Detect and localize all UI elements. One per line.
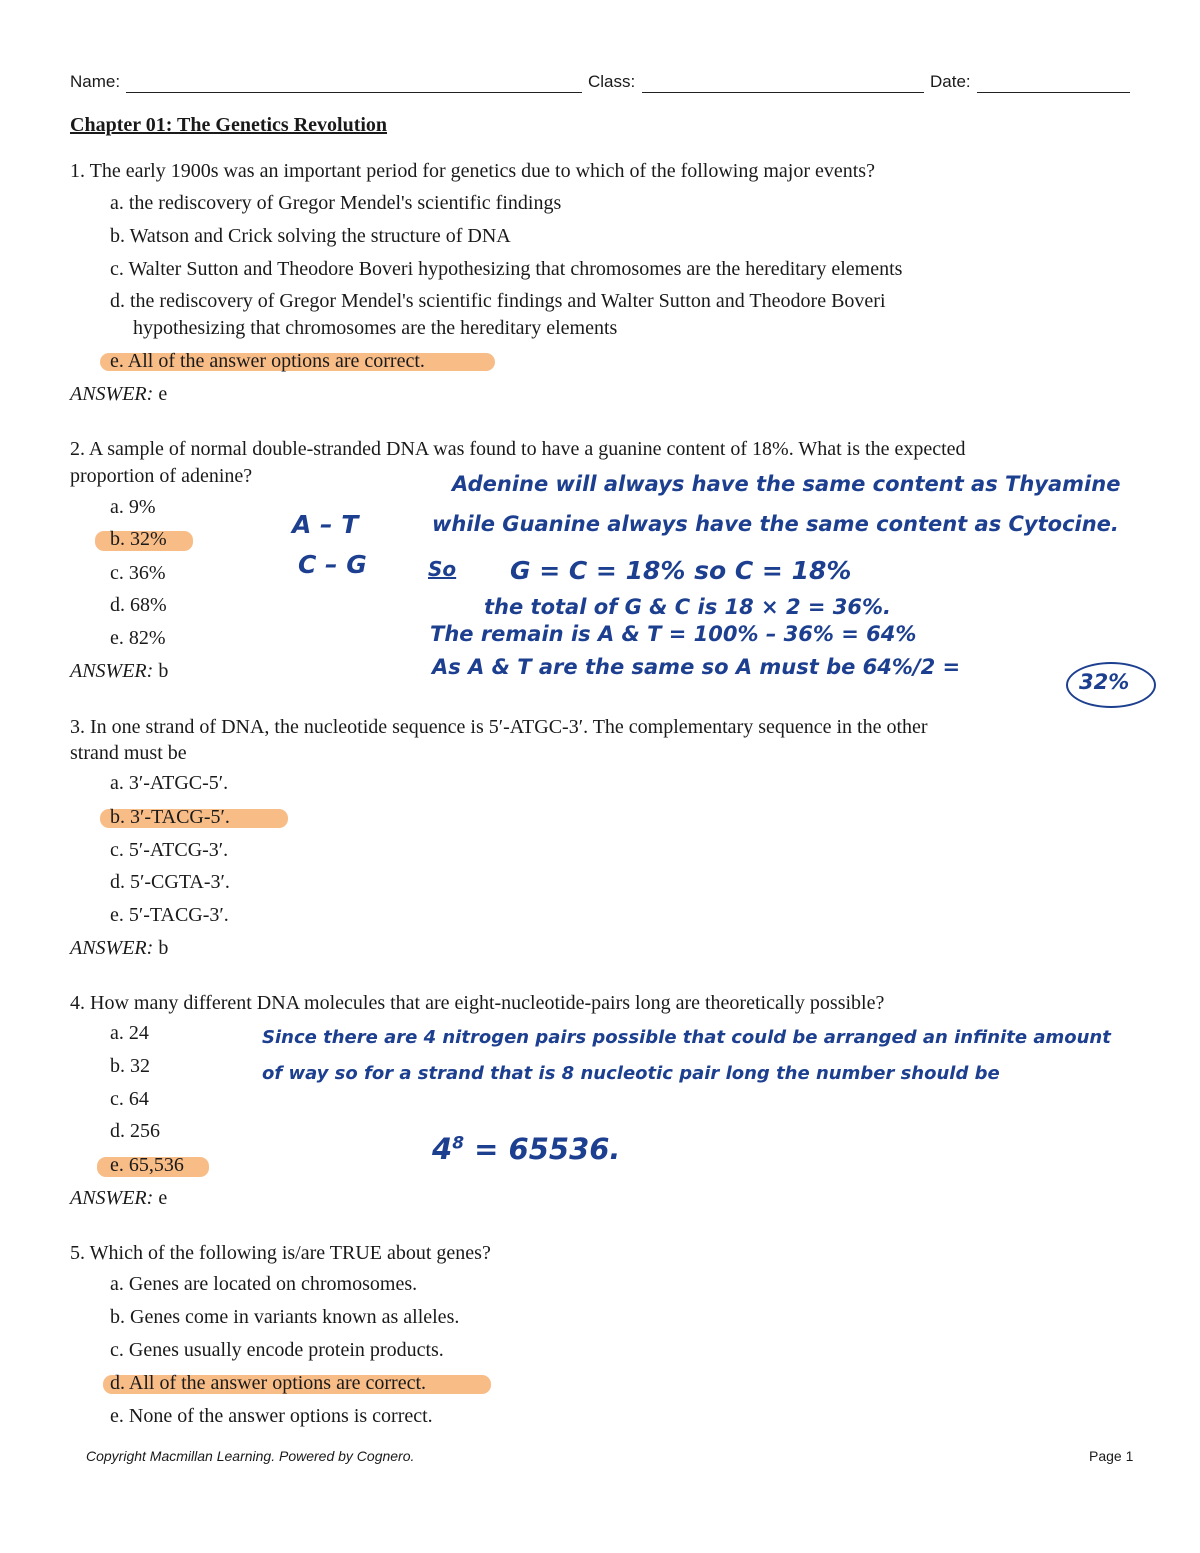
handwritten-note-line-2: while Guanine always have the same content as Cytocine. [432,512,1119,536]
handwritten-note-line-5: The remain is A & T = 100% – 36% = 64% [430,622,917,646]
handwritten-note-line-4: the total of G & C is 18 × 2 = 36%. [484,595,892,619]
question-3-option-c: c. 5′-ATCG-3′. [110,839,229,861]
answer-label: ANSWER: [70,383,154,405]
handwritten-so: So [428,557,457,581]
question-5-option-c: c. Genes usually encode protein products. [110,1339,444,1361]
question-5-option-d: d. All of the answer options are correct. [110,1372,427,1394]
question-2-option-e: e. 82% [110,627,166,649]
handwritten-q4-formula-result: = 65536. [474,1132,621,1166]
class-label: Class: [588,72,636,91]
handwritten-q4-formula-exponent: 8 [452,1133,465,1154]
question-2-option-d: d. 68% [110,594,167,616]
question-3-option-a: a. 3′-ATGC-5′. [110,772,229,794]
question-1-option-c: c. Walter Sutton and Theodore Boveri hypothesizing that chromosomes are the hereditary elements [110,258,903,280]
page-number: Page 1 [1089,1448,1134,1464]
question-1-option-b: b. Watson and Crick solving the structure of DNA [110,225,511,247]
question-1-option-a: a. the rediscovery of Gregor Mendel's scientific findings [110,192,562,214]
question-2-stem-line-1: 2. A sample of normal double-stranded DNA was found to have a guanine content of 18%. What is the expected [70,438,966,460]
name-label: Name: [70,72,121,91]
handwritten-q4-line-1: Since there are 4 nitrogen pairs possible that could be arranged an infinite amount [262,1027,1111,1048]
handwritten-note-line-1: Adenine will always have the same content as Thyamine [452,472,1121,496]
handwritten-note-line-6: As A & T are the same so A must be 64%/2 = [432,655,961,679]
question-1-option-d-continued: hypothesizing that chromosomes are the hereditary elements [133,317,618,339]
date-blank-line [977,92,1130,93]
question-5-option-a: a. Genes are located on chromosomes. [110,1273,418,1295]
question-4-option-c: c. 64 [110,1088,149,1110]
question-3-answer-value: b [158,937,169,959]
question-1-answer-value: e [158,383,168,405]
handwritten-q4-line-2: of way so for a strand that is 8 nucleotic pair long the number should be [262,1063,1000,1084]
question-5-option-b: b. Genes come in variants known as alleles. [110,1306,460,1328]
question-4-option-e: e. 65,536 [110,1154,184,1176]
question-3-option-e: e. 5′-TACG-3′. [110,904,229,926]
question-2-answer-value: b [158,660,169,682]
question-3-stem-line-2: strand must be [70,742,187,764]
question-3-answer [70,937,168,960]
handwritten-pair-a-t: A – T [292,510,359,539]
question-3-option-d: d. 5′-CGTA-3′. [110,871,230,893]
question-5-stem: 5. Which of the following is/are TRUE about genes? [70,1242,491,1264]
question-4-option-a: a. 24 [110,1022,149,1044]
question-4-answer-value: e [158,1187,168,1209]
question-3-option-b: b. 3′-TACG-5′. [110,806,230,828]
question-2-option-a: a. 9% [110,496,156,518]
handwritten-circled-answer: 32% [1079,670,1130,694]
date-label: Date: [930,72,971,91]
question-1-answer [70,383,167,406]
handwritten-note-line-3: G = C = 18% so C = 18% [510,556,852,585]
answer-label: ANSWER: [70,937,154,959]
question-4-option-b: b. 32 [110,1055,150,1077]
question-2-option-c: c. 36% [110,562,166,584]
question-4-stem: 4. How many different DNA molecules that are eight-nucleotide-pairs long are theoretically possible? [70,992,885,1014]
question-5-option-e: e. None of the answer options is correct. [110,1405,433,1427]
question-1-stem: 1. The early 1900s was an important period for genetics due to which of the following major events? [70,160,875,182]
chapter-title: Chapter 01: The Genetics Revolution [70,114,388,136]
handwritten-pair-c-g: C – G [298,550,367,579]
question-1-option-d: d. the rediscovery of Gregor Mendel's scientific findings and Walter Sutton and Theodore Boveri [110,290,886,312]
question-4-option-d: d. 256 [110,1120,160,1142]
question-2-stem-line-2: proportion of adenine? [70,465,253,487]
name-blank-line [126,92,582,93]
question-1-option-e: e. All of the answer options are correct. [110,350,425,372]
class-blank-line [642,92,924,93]
question-4-answer [70,1187,167,1210]
footer-copyright: Copyright Macmillan Learning. Powered by Cognero. [86,1448,415,1464]
answer-label: ANSWER: [70,660,154,682]
handwritten-q4-formula-base: 4 [432,1132,453,1166]
handwritten-q4-formula [432,1132,620,1166]
question-2-answer [70,660,168,683]
question-3-stem-line-1: 3. In one strand of DNA, the nucleotide sequence is 5′-ATGC-3′. The complementary sequence in the other [70,716,928,738]
question-2-option-b: b. 32% [110,528,167,550]
answer-label: ANSWER: [70,1187,154,1209]
